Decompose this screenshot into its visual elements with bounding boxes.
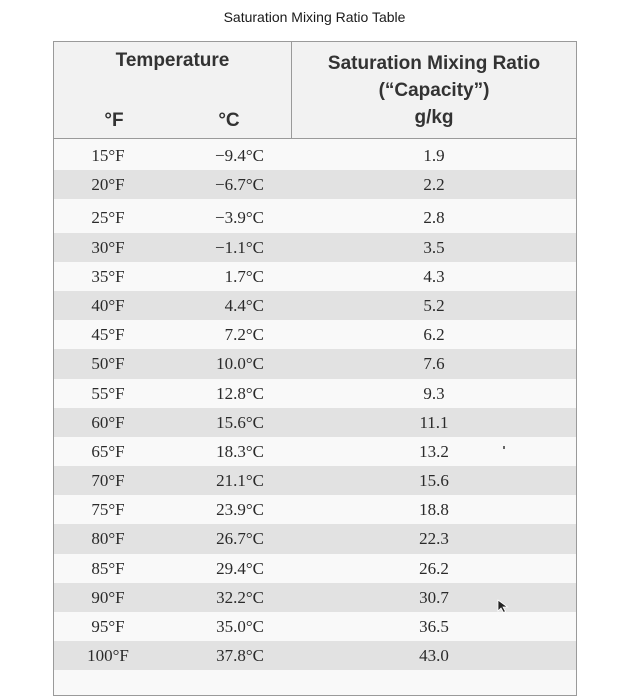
fahrenheit-cell: 15°F [91,146,125,165]
celsius-cell: 12.8°C [216,383,264,403]
table-row [54,141,576,170]
fahrenheit-cell: 65°F [91,441,125,461]
table-row [54,203,576,232]
fahrenheit-cell: 75°F [91,500,125,520]
fahrenheit-cell: 50°F [91,354,125,374]
fahrenheit-cell: 100°F [87,646,129,666]
ratio-cell: 36.5 [419,617,449,636]
ratio-cell: 18.8 [419,500,449,520]
celsius-cell: 26.7°C [216,529,264,549]
ratio-cell: 13.2 [419,441,449,461]
ratio-cell: 2.2 [423,175,445,195]
ratio-cell: 30.7 [419,587,449,607]
table-row [54,554,576,583]
table-row [54,641,576,670]
table-row [54,233,576,262]
celsius-cell: 37.8°C [216,646,264,666]
ratio-header-unit: g/kg [414,107,454,128]
fahrenheit-cell: 95°F [91,617,125,636]
ratio-cell: 7.6 [423,354,445,374]
celsius-cell: −3.9°C [215,208,264,228]
ratio-header [292,50,576,131]
fahrenheit-cell: 70°F [91,471,125,491]
celsius-cell: 21.1°C [216,471,264,491]
fahrenheit-cell: 40°F [91,295,125,315]
mouse-pointer-icon [497,599,511,613]
table-row [54,291,576,320]
table-row [54,320,576,349]
ratio-cell: 11.1 [419,412,449,432]
celsius-cell: 35.0°C [216,617,264,636]
table-row [54,466,576,495]
celsius-cell: −9.4°C [215,146,264,165]
table-body [54,141,576,670]
fahrenheit-cell: 30°F [91,237,125,257]
fahrenheit-header: °F [104,110,124,131]
celsius-cell: 1.7°C [224,266,264,286]
table-row [54,349,576,378]
ratio-cell: 26.2 [419,558,449,578]
celsius-cell: 23.9°C [216,500,264,520]
fahrenheit-cell: 45°F [91,325,125,345]
ratio-cell: 9.3 [423,383,445,403]
celsius-cell: 29.4°C [216,558,264,578]
celsius-cell: 10.0°C [216,354,264,374]
fahrenheit-cell: 90°F [91,587,125,607]
dust-speck [503,446,505,449]
ratio-cell: 5.2 [423,295,445,315]
celsius-cell: 4.4°C [224,295,264,315]
ratio-cell: 6.2 [423,325,445,345]
fahrenheit-cell: 80°F [91,529,125,549]
fahrenheit-cell: 55°F [91,383,125,403]
temperature-header: Temperature [115,50,230,71]
fahrenheit-cell: 20°F [91,175,125,195]
celsius-cell: −6.7°C [215,175,264,195]
page-title: Saturation Mixing Ratio Table [223,9,406,25]
celsius-cell: −1.1°C [215,237,264,257]
celsius-header: °C [218,110,240,131]
fahrenheit-cell: 60°F [91,412,125,432]
fahrenheit-cell: 85°F [91,558,125,578]
table-row [54,524,576,553]
celsius-cell: 18.3°C [216,441,264,461]
celsius-cell: 32.2°C [216,587,264,607]
ratio-cell: 3.5 [423,237,445,257]
celsius-cell: 15.6°C [216,412,264,432]
table-row [54,170,576,199]
ratio-cell: 4.3 [423,266,445,286]
ratio-cell: 43.0 [419,646,449,666]
ratio-cell: 15.6 [419,471,449,491]
table-row [54,612,576,641]
ratio-header-line1: Saturation Mixing Ratio [327,53,541,74]
fahrenheit-cell: 35°F [91,266,125,286]
ratio-header-line2: (“Capacity”) [378,80,490,101]
table-row [54,437,576,466]
table-header [54,42,576,139]
table-row [54,408,576,437]
celsius-cell: 7.2°C [224,325,264,345]
ratio-cell: 2.8 [423,208,445,228]
saturation-table [53,41,577,696]
ratio-cell: 1.9 [423,146,445,165]
table-row [54,379,576,408]
fahrenheit-cell: 25°F [91,208,125,228]
ratio-cell: 22.3 [419,529,449,549]
table-row [54,495,576,524]
table-row [54,262,576,291]
